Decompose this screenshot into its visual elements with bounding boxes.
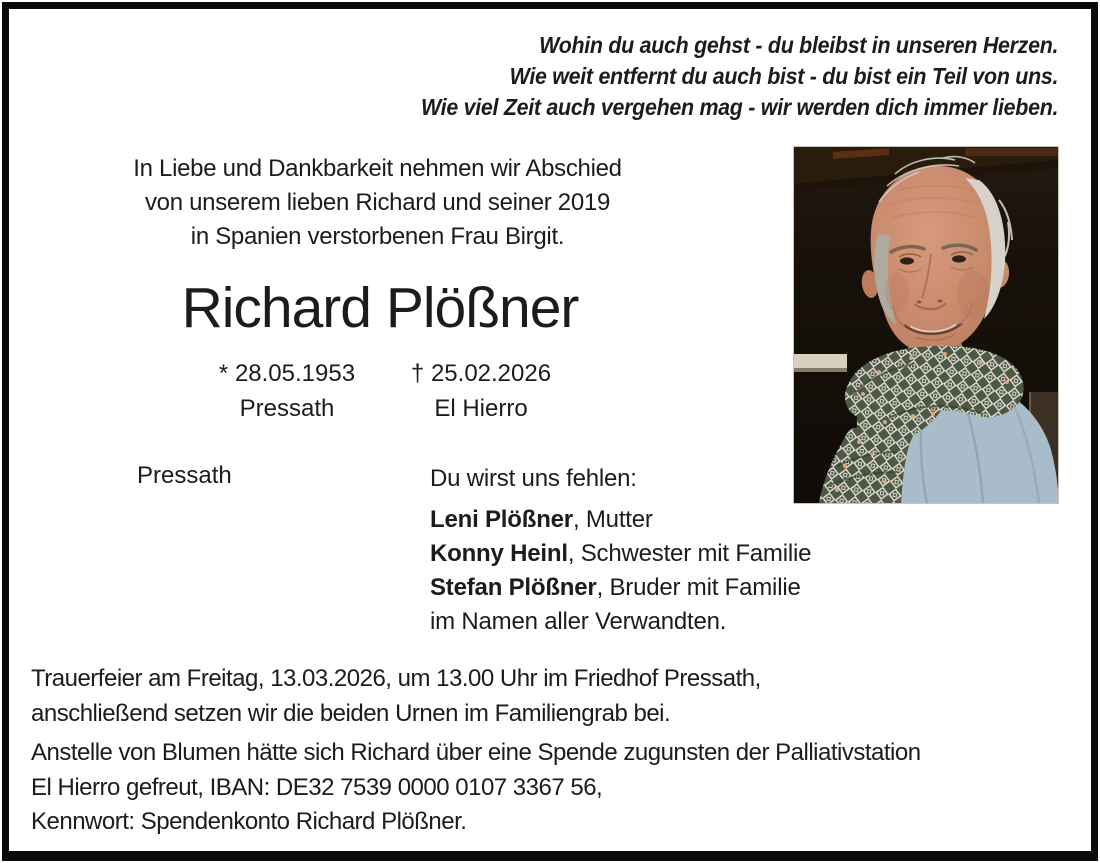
donation-info xyxy=(31,736,1081,840)
intro-text xyxy=(105,152,650,254)
death-symbol: † xyxy=(410,360,425,387)
deceased-name: Richard Plößner xyxy=(181,276,579,340)
birth-symbol: * xyxy=(218,360,229,387)
birth-info xyxy=(187,356,387,426)
family-member-name: Leni Plößner xyxy=(430,506,573,533)
death-info xyxy=(381,356,581,426)
birth-date-line xyxy=(187,356,387,391)
family-member-name: Stefan Plößner xyxy=(430,574,597,601)
farewell-heading: Du wirst uns fehlen: xyxy=(430,465,637,492)
funeral-line-1: Trauerfeier am Freitag, 13.03.2026, um 13.00 Uhr im Friedhof Pressath, xyxy=(31,665,761,692)
epitaph-line-2: Wie weit entfernt du auch bist - du bist ein Teil von uns. xyxy=(509,63,1058,89)
portrait-photo xyxy=(793,146,1059,504)
family-member-1 xyxy=(430,503,811,537)
birth-date: 28.05.1953 xyxy=(234,360,356,387)
intro-line-3: in Spanien verstorbenen Frau Birgit. xyxy=(190,223,565,250)
intro-line-2: von unserem lieben Richard und seiner 2019 xyxy=(144,189,611,216)
family-member-2 xyxy=(430,537,811,571)
donation-line-2: El Hierro gefreut, IBAN: DE32 7539 0000 0107 3367 56, xyxy=(31,773,603,801)
death-place: El Hierro xyxy=(434,395,528,422)
death-date-line xyxy=(381,356,581,391)
donation-line-3: Kennwort: Spendenkonto Richard Plößner. xyxy=(31,808,467,835)
funeral-line-2: anschließend setzen wir die beiden Urnen im Familiengrab bei. xyxy=(31,699,671,727)
birth-place: Pressath xyxy=(239,395,335,422)
death-date: 25.02.2026 xyxy=(430,360,552,387)
funeral-info xyxy=(31,662,1081,731)
family-member-relation: , Schwester mit Familie xyxy=(567,540,812,567)
family-member-name: Konny Heinl xyxy=(430,540,568,567)
farewell-block xyxy=(430,462,811,639)
family-member-relation: , Bruder mit Familie xyxy=(596,574,801,601)
mourners-city: Pressath xyxy=(137,462,232,489)
donation-line-1: Anstelle von Blumen hätte sich Richard über eine Spende zugunsten der Palliativstation xyxy=(31,739,921,766)
intro-line-1: In Liebe und Dankbarkeit nehmen wir Abschied xyxy=(133,155,622,182)
family-member-relation: , Mutter xyxy=(572,506,653,533)
epitaph-line-1: Wohin du auch gehst - du bleibst in unseren Herzen. xyxy=(539,32,1058,58)
epitaph-line-3: Wie viel Zeit auch vergehen mag - wir werden dich immer lieben. xyxy=(420,94,1058,120)
family-closing: im Namen aller Verwandten. xyxy=(430,608,727,635)
epitaph xyxy=(421,30,1058,123)
family-member-3 xyxy=(430,571,811,605)
